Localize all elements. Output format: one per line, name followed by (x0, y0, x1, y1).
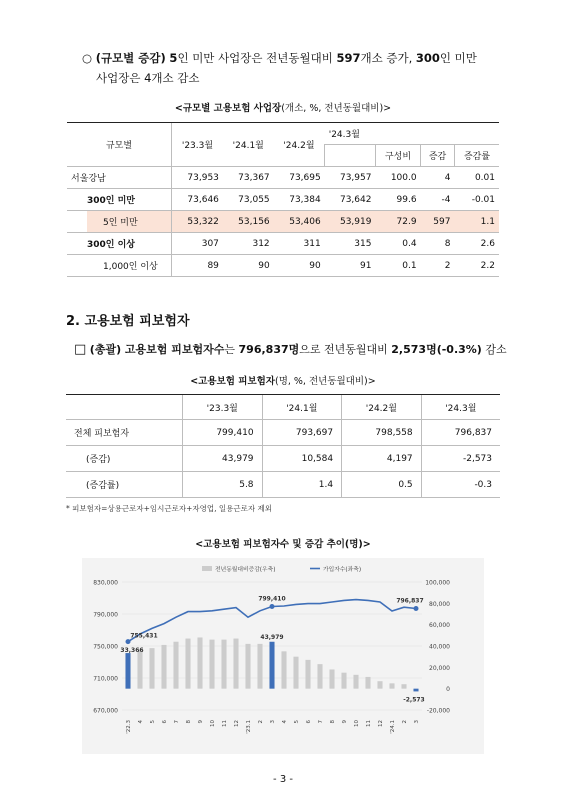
table-row (67, 233, 499, 255)
right-axis-tick: 20,000 (429, 664, 450, 672)
cell: -4 (421, 189, 455, 211)
bar (389, 683, 394, 688)
row-label: 5인 미만 (67, 211, 172, 233)
annotation-label: 799,410 (258, 595, 286, 603)
cell: 2.2 (454, 255, 499, 277)
annotation-label: 33,366 (120, 647, 144, 655)
header-cell (66, 395, 183, 420)
text-span: 으로 전년동월대비 (299, 343, 392, 356)
annotation-label: 43,979 (260, 633, 284, 641)
caption-rest: (개소, %, 전년동월대비)> (281, 103, 392, 114)
cell: 100.0 (375, 167, 420, 189)
cell: 90 (274, 255, 325, 277)
cell: 53,406 (274, 211, 325, 233)
header-cell: '24.3월 (325, 123, 499, 145)
caption-rest: (명, %, 전년동월대비)> (274, 376, 376, 387)
header-cell: '24.2월 (274, 123, 325, 167)
cell: 307 (172, 233, 223, 255)
cell: 73,384 (274, 189, 325, 211)
x-axis-tick: 3 (414, 720, 420, 724)
cell: 43,979 (183, 446, 263, 472)
header-cell: '24.1월 (223, 123, 274, 167)
text-span: 감소 (481, 343, 507, 356)
bar (125, 653, 130, 689)
annotation-label: 796,837 (396, 597, 424, 605)
section-title: 2. 고용보험 피보험자 (66, 314, 190, 329)
x-axis-tick: 7 (174, 720, 180, 724)
caption-bold: <규모별 고용보험 사업장 (174, 103, 282, 114)
cell: 4,197 (342, 446, 422, 472)
scale-change-paragraph (82, 48, 512, 68)
line-point (126, 639, 131, 644)
chart-caption: <고용보험 피보험자수 및 증감 추이(명)> (195, 539, 371, 550)
workplace-size-table (67, 122, 499, 277)
cell: 90 (223, 255, 274, 277)
row-label: 전체 피보험자 (66, 420, 183, 446)
cell: 793,697 (262, 420, 342, 446)
x-axis-tick: '22.3 (126, 720, 132, 734)
insured-trend-chart (82, 558, 484, 754)
table-row (66, 446, 500, 472)
line-point (414, 606, 419, 611)
text-span: 개소 증가, (360, 51, 416, 65)
cell: 73,055 (223, 189, 274, 211)
cell: 798,558 (342, 420, 422, 446)
legend-label: 가입자수(좌축) (323, 567, 362, 573)
scale-change-tag: (규모별 증감) (95, 51, 166, 65)
cell: 73,957 (325, 167, 376, 189)
text-span: 인 미만 (439, 51, 477, 65)
right-axis-tick: 40,000 (429, 643, 450, 651)
bar (137, 650, 142, 688)
cell: -0.3 (421, 472, 500, 498)
cell: 99.6 (375, 189, 420, 211)
right-axis-tick: 80,000 (429, 600, 450, 608)
x-axis-tick: 2 (402, 720, 408, 724)
header-cell: 증감률 (454, 145, 499, 167)
x-axis-tick: 2 (258, 720, 264, 724)
line-point (270, 604, 275, 609)
cell: 0.1 (375, 255, 420, 277)
x-axis-tick: 4 (282, 720, 288, 724)
cell: 315 (325, 233, 376, 255)
bar (341, 673, 346, 689)
scale-change-paragraph-line2: 사업장은 4개소 감소 (96, 71, 200, 85)
x-axis-tick: 5 (150, 720, 156, 724)
text-span: 는 (224, 343, 239, 356)
left-axis-tick: 830,000 (93, 579, 118, 587)
bar (185, 639, 190, 689)
left-axis-tick: 790,000 (93, 611, 118, 619)
row-label: 1,000인 이상 (67, 255, 172, 277)
x-axis-tick: 10 (354, 720, 360, 727)
cell: 53,156 (223, 211, 274, 233)
x-axis-tick: 8 (186, 720, 192, 724)
table-row (66, 472, 500, 498)
bar (401, 684, 406, 688)
cell: 311 (274, 233, 325, 255)
x-axis-tick: 5 (294, 720, 300, 724)
x-axis-tick: 10 (210, 720, 216, 727)
header-cell: 증감 (421, 145, 455, 167)
bar (257, 644, 262, 689)
cell: 5.8 (183, 472, 263, 498)
summary-change: 2,573명(-0.3%) (391, 343, 482, 356)
cell: 91 (325, 255, 376, 277)
header-cell: 규모별 (67, 123, 172, 167)
summary-total: 796,837명 (238, 343, 300, 356)
annotation-label: -2,573 (403, 696, 425, 704)
cell: 72.9 (375, 211, 420, 233)
bar (317, 664, 322, 689)
cell: 799,410 (183, 420, 263, 446)
cell: 0.5 (342, 472, 422, 498)
cell: 73,646 (172, 189, 223, 211)
x-axis-tick: 6 (306, 720, 312, 724)
square-bullet-icon: □ (74, 342, 87, 357)
table-row (67, 167, 499, 189)
summary-bold: (총괄) 고용보험 피보험자수 (89, 343, 225, 356)
right-axis-tick: 100,000 (425, 579, 450, 587)
header-cell: '24.1월 (262, 395, 342, 420)
bar (161, 645, 166, 689)
legend-swatch-bar (202, 566, 212, 571)
left-axis-tick: 750,000 (93, 643, 118, 651)
insured-summary-paragraph (74, 340, 514, 360)
header-cell (325, 145, 376, 167)
cell: 2.6 (454, 233, 499, 255)
cell: 10,584 (262, 446, 342, 472)
bar (281, 651, 286, 688)
cell: 1.4 (262, 472, 342, 498)
header-cell: '24.3월 (421, 395, 500, 420)
text-span: 인 미만 사업장은 전년동월대비 (177, 51, 337, 65)
right-axis-tick: -20,000 (426, 707, 450, 715)
table2-footnote: * 피보험자=상용근로자+임시근로자+자영업, 일용근로자 제외 (66, 504, 273, 513)
bar (209, 640, 214, 689)
table-row (67, 189, 499, 211)
x-axis-tick: 8 (330, 720, 336, 724)
left-axis-tick: 670,000 (93, 707, 118, 715)
x-axis-tick: 4 (138, 720, 144, 724)
caption-bold: <고용보험 피보험자 (190, 376, 275, 387)
five-value: 5 (169, 51, 178, 65)
cell: 312 (223, 233, 274, 255)
cell: 4 (421, 167, 455, 189)
bar (365, 677, 370, 689)
cell: 0.01 (454, 167, 499, 189)
cell: 0.4 (375, 233, 420, 255)
annotation-label: 755,431 (130, 632, 158, 640)
right-axis-tick: 0 (446, 686, 450, 694)
cell: 2 (421, 255, 455, 277)
bar (197, 637, 202, 688)
increase-value: 597 (336, 51, 361, 65)
row-label: 300인 미만 (67, 189, 172, 211)
cell: 73,642 (325, 189, 376, 211)
legend-label: 전년동월대비증감(우축) (215, 567, 276, 573)
header-cell: '23.3월 (172, 123, 223, 167)
circle-bullet-icon: ○ (82, 51, 93, 65)
bar (377, 681, 382, 688)
x-axis-tick: '24.1 (390, 720, 396, 734)
left-axis-tick: 710,000 (93, 675, 118, 683)
header-cell: 구성비 (375, 145, 420, 167)
right-axis-tick: 60,000 (429, 622, 450, 630)
x-axis-tick: 6 (162, 720, 168, 724)
insured-persons-table (66, 394, 500, 498)
bar (149, 648, 154, 689)
row-label: 서울강남 (67, 167, 172, 189)
x-axis-tick: 3 (270, 720, 276, 724)
bar (353, 675, 358, 689)
cell: 597 (421, 211, 455, 233)
bar (221, 640, 226, 689)
x-axis-tick: 12 (234, 720, 240, 727)
cell: -2,573 (421, 446, 500, 472)
x-axis-tick: 11 (222, 720, 228, 727)
x-axis-tick: 12 (378, 720, 384, 727)
table1-caption (0, 100, 566, 114)
cell: 73,953 (172, 167, 223, 189)
cell: -0.01 (454, 189, 499, 211)
cell: 73,367 (223, 167, 274, 189)
cell: 89 (172, 255, 223, 277)
cell: 8 (421, 233, 455, 255)
cell: 73,695 (274, 167, 325, 189)
bar (329, 669, 334, 688)
bar (269, 642, 274, 689)
cell: 53,322 (172, 211, 223, 233)
bar (413, 689, 418, 692)
row-label: (증감) (66, 446, 183, 472)
table-row (66, 420, 500, 446)
three-hundred-value: 300 (415, 51, 440, 65)
bar (233, 639, 238, 689)
bar (293, 657, 298, 689)
x-axis-tick: '23.1 (246, 720, 252, 734)
table-row-highlighted (67, 211, 499, 233)
cell: 796,837 (421, 420, 500, 446)
cell: 53,919 (325, 211, 376, 233)
x-axis-tick: 11 (366, 720, 372, 727)
header-cell: '23.3월 (183, 395, 263, 420)
bar (305, 660, 310, 689)
cell: 1.1 (454, 211, 499, 233)
header-cell: '24.2월 (342, 395, 422, 420)
table2-caption (0, 373, 566, 387)
bar (245, 644, 250, 689)
page-number: - 3 - (273, 774, 293, 785)
x-axis-tick: 7 (318, 720, 324, 724)
x-axis-tick: 9 (342, 720, 348, 724)
bar (173, 642, 178, 689)
table-row (67, 255, 499, 277)
x-axis-tick: 9 (198, 720, 204, 724)
row-label: (증감률) (66, 472, 183, 498)
row-label: 300인 이상 (67, 233, 172, 255)
